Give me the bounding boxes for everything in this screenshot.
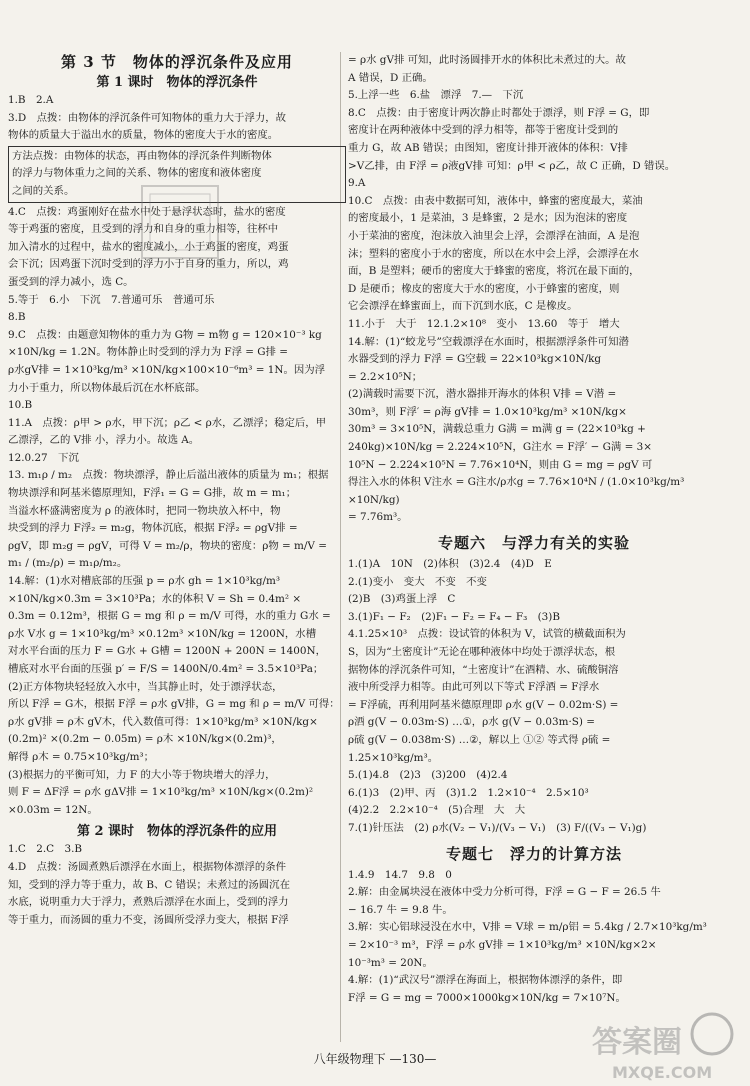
answer-line: 9.C 点拨：由题意知物体的重力为 G物 = m物 g = 120×10⁻³ kg xyxy=(8,328,322,341)
answer-line: 对水平台面的压力 F = G水 + G槽 = 1200N + 200N = 1400N， xyxy=(8,645,326,658)
answer-line: 物块漂浮和阿基米德原理知，F浮₁ = G = G排，故 m = m₁； xyxy=(8,487,297,500)
answer-line: 14.解：(1)“蛟龙号”空载漂浮在水面时，根据漂浮条件可知潜 xyxy=(348,335,629,348)
left-answers-b xyxy=(8,204,346,820)
answer-line: 沫；塑料的密度小于水的密度，所以在水中会上浮，会漂浮在水 xyxy=(348,247,639,260)
answer-line: 8.B xyxy=(8,311,26,324)
answer-line: A 错误，D 正确。 xyxy=(348,71,433,84)
answer-line: 4.1.25×10³ 点拨：设试管的体积为 V，试管的横截面积为 xyxy=(348,628,626,641)
watermark-logo xyxy=(582,1004,738,1084)
answer-line: 6.(1)3 (2)甲、丙 (3)1.2 1.2×10⁻⁴ 2.5×10³ xyxy=(348,786,589,799)
answer-line: = F浮硫，再利用阿基米德原理即 ρ水 g(V − 0.02m·S) = xyxy=(348,698,619,711)
answer-line: ×0.03m = 12N。 xyxy=(8,803,98,816)
answer-line: D 是硬币；橡皮的密度大于水的密度，小于蜂蜜的密度，则 xyxy=(348,282,620,295)
answer-line: 1.(1)A 10N (2)体积 (3)2.4 (4)D E xyxy=(348,558,552,571)
answer-line: 0.3m = 0.12m³，根据 G = mg 和 ρ = m/V 可得，水的重力 G水 = xyxy=(8,610,331,623)
answer-line: 7.(1)针压法 (2) ρ水(V₂ − V₁)/(V₃ − V₁) (3) F/((V₃ − V₁)g) xyxy=(348,821,647,834)
answer-line: 2.(1)变小 变大 不变 不变 xyxy=(348,575,487,588)
answer-line: 所以 F浮 = G木，根据 F浮 = ρ水 gV排，G = mg 和 ρ = m/V 可得： xyxy=(8,698,340,711)
section-title: 第 3 节 物体的浮沉条件及应用 xyxy=(61,53,293,71)
answer-line: 3.D 点拨：由物体的浮沉条件可知物体的重力大于浮力，故 xyxy=(8,111,287,124)
answer-line: 10.C 点拨：由表中数据可知，液体中，蜂蜜的密度最大，菜油 xyxy=(348,194,643,207)
answer-line: 2.解：由金属块浸在液体中受力分析可得，F浮 = G − F = 26.5 牛 xyxy=(348,886,661,899)
answer-line: 13. m₁ρ / m₂ 点拨：物块漂浮，静止后溢出液体的质量为 m₁；根据 xyxy=(8,469,329,482)
page-footer: 八年级物理下 —130— xyxy=(313,1052,437,1066)
answer-line: 蛋受到的浮力减小，选 C。 xyxy=(8,275,134,288)
answer-line: 力小于重力，所以物体最后沉在水杯底部。 xyxy=(8,381,206,394)
answer-line: 1.25×10³kg/m³。 xyxy=(348,751,439,764)
answer-line: 1.4.9 14.7 9.8 0 xyxy=(348,868,452,881)
lesson2-title: 第 2 课时 物体的浮沉条件的应用 xyxy=(76,824,278,840)
answer-line: 3.解：实心铝球浸没在水中，V排 = V球 = m/ρ铝 = 5.4kg / 2.7×10³kg/m³ xyxy=(348,921,707,934)
topic7-title: 专题七 浮力的计算方法 xyxy=(445,844,622,863)
answer-line: ρ硫 g(V − 0.038m·S) …②，解以上 ①② 等式得 ρ硫 = xyxy=(348,733,611,746)
answer-line: 10⁵N − 2.224×10⁵N = 7.76×10⁴N，则由 G = mg = ρgV 可 xyxy=(348,458,653,471)
answer-line: 等于鸡蛋的密度，且受到的浮力和自身的重力相等，往杯中 xyxy=(8,223,279,236)
answer-line: ρgV，即 m₂g = ρgV，可得 V = m₂/ρ，物块的密度：ρ物 = m/V = xyxy=(8,539,327,552)
answer-line: 据物体的浮沉条件可知，“土密度计”在酒精、水、硫酸铜溶 xyxy=(348,663,619,676)
answer-line: ×10N/kg×0.3m = 3×10³Pa；水的体积 V = Sh = 0.4m² × xyxy=(8,592,302,605)
answer-line: 4.C 点拨：鸡蛋刚好在盐水中处于悬浮状态时，盐水的密度 xyxy=(8,205,286,218)
lesson2-answers xyxy=(8,841,346,929)
answer-line: S，因为“土密度计”无论在哪种液体中均处于漂浮状态，根 xyxy=(348,646,616,658)
answer-line: 槽底对水平台面的压强 p′ = F/S = 1400N/0.4m² = 3.5×10³Pa； xyxy=(8,663,324,675)
answer-line: 10⁻³m³ = 20N。 xyxy=(348,956,433,969)
right-answers xyxy=(348,52,720,527)
answer-line: F浮 = G = mg = 7000×1000kg×10N/kg = 7×10⁷N。 xyxy=(348,991,626,1004)
answer-line: − 16.7 牛 = 9.8 牛。 xyxy=(348,903,453,916)
answer-line: >V乙排，由 F浮 = ρ液gV排 可知：ρ甲 < ρ乙，故 C 正确，D 错误。 xyxy=(348,159,676,172)
answer-line: 则 F = ΔF浮 = ρ水 gΔV排 = 1×10³kg/m³ ×10N/kg×(0.2m)² xyxy=(8,786,314,799)
answer-line: 块受到的浮力 F浮₂ = m₂g，物体沉底，根据 F浮₂ = ρgV排 = xyxy=(8,522,298,535)
answer-line: 4.解：(1)“武汉号”漂浮在海面上，根据物体漂浮的条件，即 xyxy=(348,974,623,987)
answer-line: 液中所受浮力相等。由此可列以下等式 F浮酒 = F浮水 xyxy=(348,681,600,694)
answer-line: 物体的质量大于溢出水的质量，物体的密度大于水的密度。 xyxy=(8,129,279,142)
answer-line: 密度计在两种液体中受到的浮力相等，都等于密度计受到的 xyxy=(348,124,619,137)
answer-line: 4.D 点拨：汤圆煮熟后漂浮在水面上，根据物体漂浮的条件 xyxy=(8,860,287,873)
answer-line: 12.0.27 下沉 xyxy=(8,451,79,464)
answer-line: 11.A 点拨：ρ甲 > ρ水，甲下沉；ρ乙 < ρ水，乙漂浮；稳定后，甲 xyxy=(8,416,327,429)
answer-line: 得注入水的体积 V注水 = G注水/ρ水g = 7.76×10⁴N / (1.0×10³kg/m³ ×10N/kg) xyxy=(348,476,685,506)
answer-line: ρ水 gV排 = ρ木 gV木，代入数值可得：1×10³kg/m³ ×10N/kg× xyxy=(8,715,318,728)
answer-line: 30m³，则 F浮′ = ρ海 gV排 = 1.0×10³kg/m³ ×10N/kg× xyxy=(348,405,627,418)
answer-line: ρ酒 g(V − 0.03m·S) …①，ρ水 g(V − 0.03m·S) = xyxy=(348,716,595,729)
answer-line: 等于重力，而汤圆的重力不变，汤圆所受浮力变大，根据 F浮 xyxy=(8,913,289,926)
answer-line: 10.B xyxy=(8,399,33,412)
answer-line: ρ水 V水 g = 1×10³kg/m³ ×0.12m³ ×10N/kg = 1200N，水槽 xyxy=(8,627,317,640)
answer-line: 它会漂浮在蜂蜜面上，而下沉到水底，C 是橡皮。 xyxy=(348,300,578,313)
answer-line: (2)正方体物块轻轻放入水中，当其静止时，处于漂浮状态， xyxy=(8,680,283,693)
answer-line: 5.等于 6.小 下沉 7.普通可乐 普通可乐 xyxy=(8,293,215,306)
answer-line: 之间的关系。 xyxy=(12,184,75,197)
answer-line: 当溢水杯盛满密度为 ρ 的液体时，把同一物块放入杯中，物 xyxy=(8,504,281,517)
answer-line: 重力 G，故 AB 错误；由图知，密度计排开液体的体积：V排 xyxy=(348,141,628,154)
topic7-answers xyxy=(348,867,720,1008)
answer-line: 30m³ = 3×10⁵N，满载总重力 G满 = m满 g = (22×10³kg + xyxy=(348,423,646,436)
answer-line: 8.C 点拨：由于密度计两次静止时都处于漂浮，则 F浮 = G，即 xyxy=(348,106,650,119)
answer-line: 1.C 2.C 3.B xyxy=(8,843,83,856)
right-column xyxy=(348,52,720,1007)
answer-line: 水器受到的浮力 F浮 = G空载 = 22×10³kg×10N/kg xyxy=(348,353,602,366)
svg-text:MXQE.COM: MXQE.COM xyxy=(612,1063,713,1082)
answer-line: 3.(1)F₁ − F₂ (2)F₁ − F₂ = F₄ − F₃ (3)B xyxy=(348,610,560,623)
answer-line: 240kg)×10N/kg = 2.224×10⁵N，G注水 = F浮′ − G满 = 3× xyxy=(348,441,652,454)
answer-line: 5.(1)4.8 (2)3 (3)200 (4)2.4 xyxy=(348,769,508,782)
answer-line: 1.B 2.A xyxy=(8,94,54,106)
answer-line: 的密度最小，1 是菜油，3 是蜂蜜，2 是水；因为泡沫的密度 xyxy=(348,212,628,225)
answer-line: (2)B (3)鸡蛋上浮 C xyxy=(348,593,456,606)
answer-line: 小于菜油的密度，泡沫放入油里会上浮，会漂浮在油面，A 是泡 xyxy=(348,229,640,242)
topic6-answers xyxy=(348,556,720,838)
answer-line: (2)满载时需要下沉，潜水器排开海水的体积 V排 = V潜 = xyxy=(348,388,617,401)
answer-line: = 7.76m³。 xyxy=(348,511,408,524)
lesson1-title: 第 1 课时 物体的浮沉条件 xyxy=(96,75,258,90)
answer-line: 的浮力与物体重力之间的关系、物体的密度和液体密度 xyxy=(12,167,262,180)
topic6-title: 专题六 与浮力有关的实验 xyxy=(437,534,630,553)
stamp-logo xyxy=(140,184,220,260)
answer-line: m₁ / (m₂/ρ) = m₁ρ/m₂。 xyxy=(8,557,128,570)
answer-line: 11.小于 大于 12.1.2×10⁸ 变小 13.60 等于 增大 xyxy=(348,317,620,330)
answer-line: 乙漂浮，乙的 V排 小，浮力小。故选 A。 xyxy=(8,434,200,447)
answer-line: = 2×10⁻³ m³，F浮 = ρ水 gV排 = 1×10³kg/m³ ×10N/kg×2× xyxy=(348,938,657,951)
answer-line: 5.上浮一些 6.盐 漂浮 7.— 下沉 xyxy=(348,89,524,102)
answer-line: 会下沉；因鸡蛋下沉时受到的浮力小于自身的重力，所以，鸡 xyxy=(8,258,289,271)
answer-line: 面，B 是塑料；硬币的密度大于蜂蜜的密度，将沉在最下面的， xyxy=(348,265,640,278)
answer-line: (0.2m)² ×(0.2m − 0.05m) = ρ木 ×10N/kg×(0.2m)³， xyxy=(8,733,282,746)
answer-line: = 2.2×10⁵N； xyxy=(348,370,423,383)
answer-line: 知，受到的浮力等于重力，故 B、C 错误；未煮过的汤圆沉在 xyxy=(8,878,290,891)
left-answers-a xyxy=(8,92,346,145)
svg-text:答案圈: 答案圈 xyxy=(592,1025,682,1060)
answer-line: ρ水gV排 = 1×10³kg/m³ ×10N/kg×100×10⁻⁶m³ = 1N。因为浮 xyxy=(8,363,326,376)
answer-line: = ρ水 gV排 可知，此时汤圆排开水的体积比未煮过的大。故 xyxy=(348,54,626,66)
answer-line: 加入清水的过程中，盐水的密度减小，小于鸡蛋的密度，鸡蛋 xyxy=(8,240,289,253)
answer-line: 14.解：(1)水对槽底部的压强 p = ρ水 gh = 1×10³kg/m³ xyxy=(8,575,281,588)
answer-line: ×10N/kg = 1.2N。物体静止时受到的浮力为 F浮 = G排 = xyxy=(8,346,288,359)
answer-line: 解得 ρ木 = 0.75×10³kg/m³； xyxy=(8,750,154,763)
answer-line: (4)2.2 2.2×10⁻⁴ (5)合理 大 大 xyxy=(348,804,526,817)
answer-line: 水底，说明重力大于浮力，煮熟后漂浮在水面上，受到的浮力 xyxy=(8,896,289,909)
answer-line: 方法点拨：由物体的状态，再由物体的浮沉条件判断物体 xyxy=(12,149,272,162)
answer-line: 9.A xyxy=(348,177,366,190)
answer-line: (3)根据力的平衡可知，力 F 的大小等于物块增大的浮力， xyxy=(8,768,276,781)
